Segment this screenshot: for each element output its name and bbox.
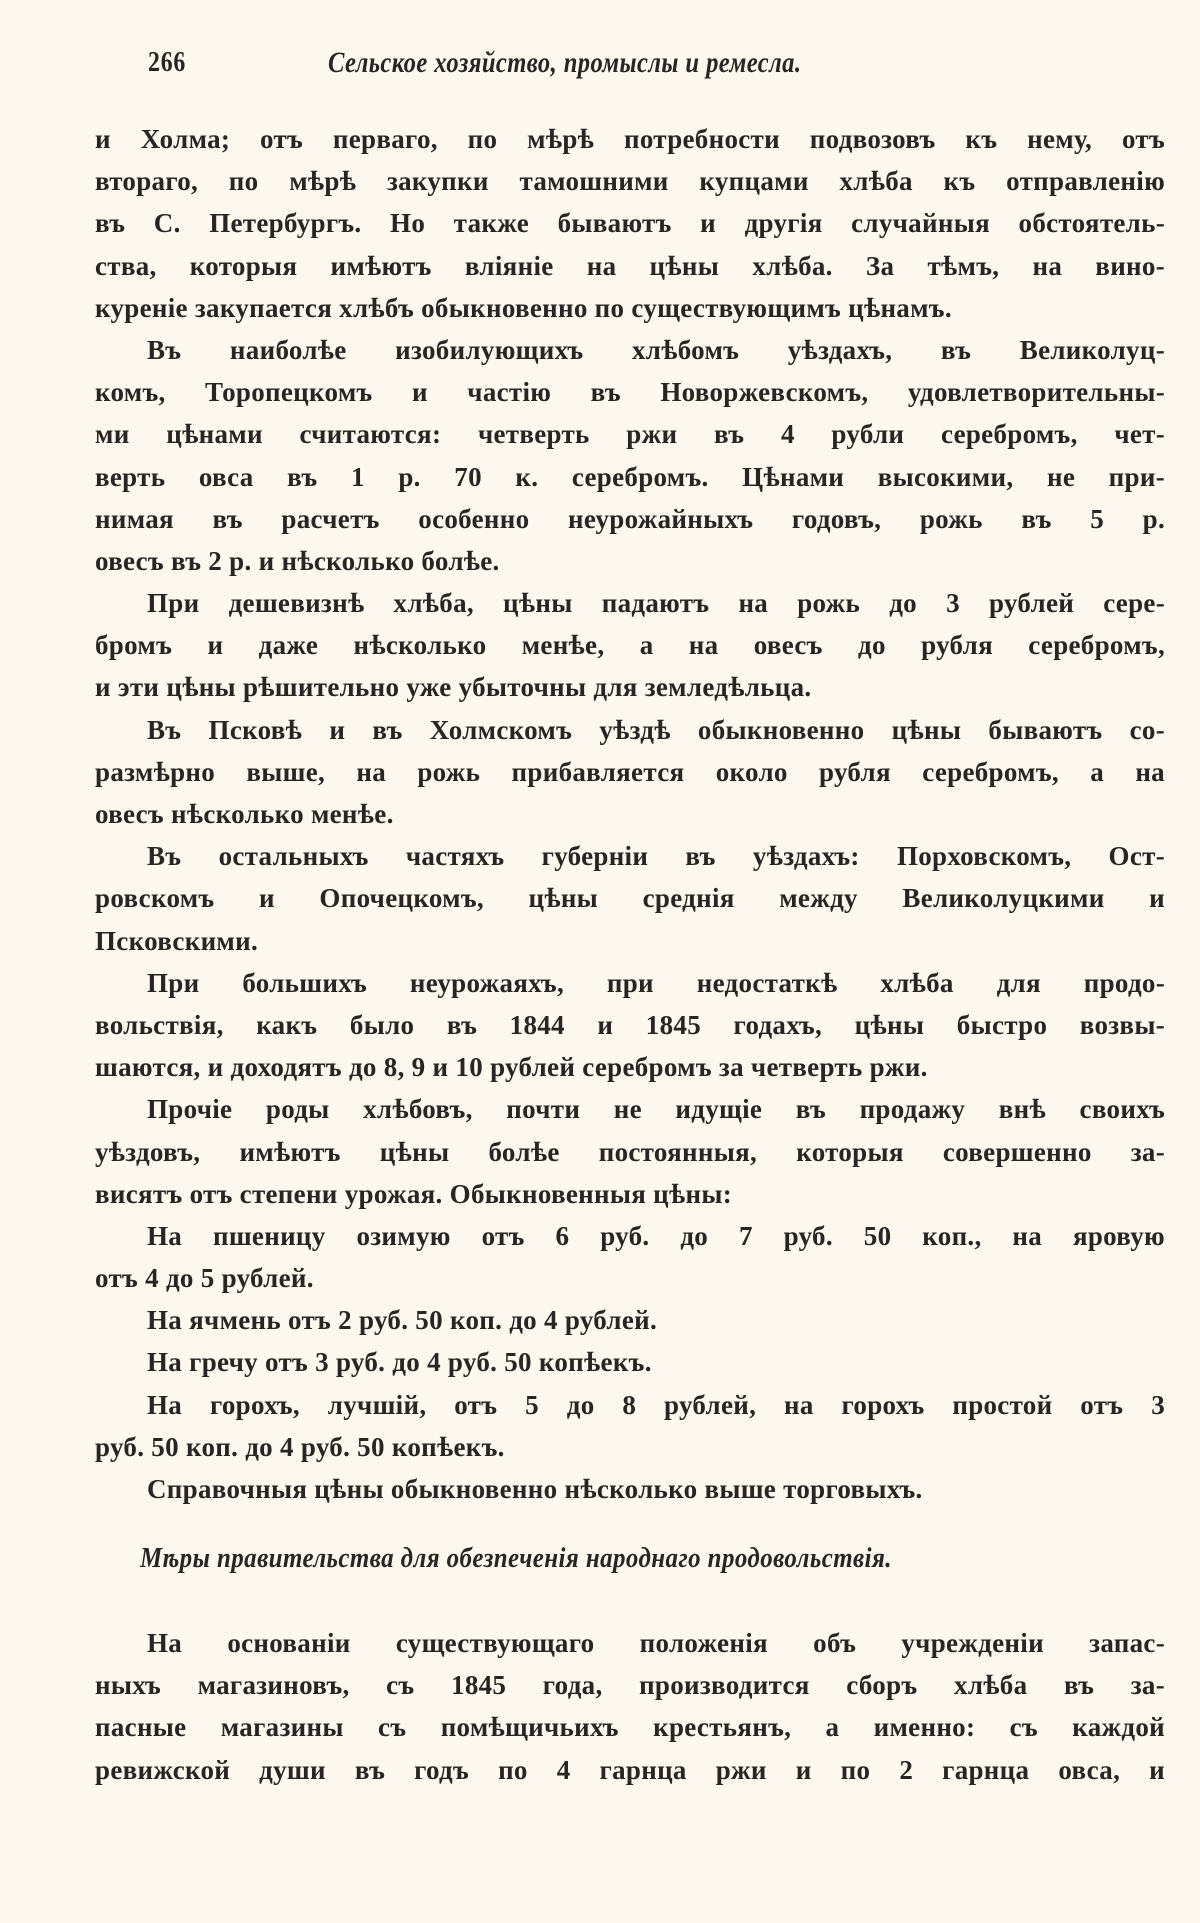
- text-line: пасные магазины съ помѣщичьихъ крестьянъ, а именно: съ каждой: [95, 1712, 1165, 1743]
- text-line: верть овса въ 1 р. 70 к. серебромъ. Цѣнами высокими, не при-: [95, 461, 1165, 492]
- paragraph-first-line: При дешевизнѣ хлѣба, цѣны падаютъ на рожь до 3 рублей сере-: [147, 588, 1165, 619]
- paragraph-first-line: Справочныя цѣны обыкновенно нѣсколько выше торговыхъ.: [147, 1474, 923, 1504]
- text-line: руб. 50 коп. до 4 руб. 50 копѣекъ.: [95, 1431, 505, 1462]
- text-line: ровскомъ и Опочецкомъ, цѣны среднія между Великолуцкими и: [95, 883, 1165, 914]
- text-line: куреніе закупается хлѣбъ обыкновенно по существующимъ цѣнамъ.: [95, 292, 952, 323]
- paragraph-first-line: Въ Псковѣ и въ Холмскомъ уѣздѣ обыкновенно цѣны бываютъ со-: [147, 714, 1165, 745]
- text-line: отъ 4 до 5 рублей.: [95, 1263, 314, 1294]
- text-line: висятъ отъ степени урожая. Обыкновенныя цѣны:: [95, 1178, 733, 1209]
- body-text-section-1: [95, 118, 1165, 1510]
- paragraph-first-line: На ячмень отъ 2 руб. 50 коп. до 4 рублей.: [147, 1305, 658, 1336]
- paragraph-first-line: На пшеницу озимую отъ 6 руб. до 7 руб. 50 коп., на яровую: [147, 1220, 1165, 1251]
- paragraph-first-line: Въ остальныхъ частяхъ губерніи въ уѣздахъ: Порховскомъ, Ост-: [147, 841, 1165, 872]
- paragraph-first-line: Въ наиболѣе изобилующихъ хлѣбомъ уѣздахъ, въ Великолуц-: [147, 334, 1165, 365]
- text-line: втораго, по мѣрѣ закупки тамошними купцами хлѣба къ отправленію: [95, 166, 1165, 197]
- text-line: ми цѣнами считаются: четверть ржи въ 4 рубли серебромъ, чет-: [95, 419, 1165, 450]
- section-heading: Мѣры правительства для обезпеченія народнаго продовольствія.: [140, 1542, 892, 1574]
- text-line: овесъ въ 2 р. и нѣсколько болѣе.: [95, 545, 500, 576]
- text-line: размѣрно выше, на рожь прибавляется около рубля серебромъ, а на: [95, 756, 1165, 787]
- paragraph-first-line: При большихъ неурожаяхъ, при недостаткѣ хлѣба для продо-: [147, 967, 1165, 998]
- running-head: [148, 46, 1148, 96]
- running-title: Сельское хозяйство, промыслы и ремесла.: [328, 46, 802, 79]
- paragraph-first-line: На горохъ, лучшій, отъ 5 до 8 рублей, на горохъ простой отъ 3: [147, 1389, 1165, 1420]
- text-line: нимая въ расчетъ особенно неурожайныхъ годовъ, рожь въ 5 р.: [95, 503, 1165, 534]
- body-text-section-2: [95, 1622, 1165, 1791]
- text-line: вольствія, какъ было въ 1844 и 1845 годахъ, цѣны быстро возвы-: [95, 1009, 1165, 1040]
- paragraph-first-line: Прочіе роды хлѣбовъ, почти не идущіе въ продажу внѣ своихъ: [147, 1094, 1165, 1125]
- text-line: въ С. Петербургъ. Но также бываютъ и другія случайныя обстоятель-: [95, 208, 1165, 239]
- text-line: уѣздовъ, имѣютъ цѣны болѣе постоянныя, которыя совершенно за-: [95, 1136, 1165, 1167]
- page-number: 266: [148, 46, 187, 78]
- paragraph-first-line: На гречу отъ 3 руб. до 4 руб. 50 копѣекъ.: [147, 1347, 652, 1378]
- text-line: ревижской души въ годъ по 4 гарнца ржи и по 2 гарнца овса, и: [95, 1754, 1165, 1785]
- text-line: ныхъ магазиновъ, съ 1845 года, производится сборъ хлѣба въ за-: [95, 1670, 1165, 1701]
- text-line: Псковскими.: [95, 925, 259, 956]
- paragraph-first-line: На основаніи существующаго положенія объ учрежденіи запас-: [147, 1628, 1165, 1658]
- text-line: шаются, и доходятъ до 8, 9 и 10 рублей серебромъ за четверть ржи.: [95, 1052, 928, 1083]
- text-line: овесъ нѣсколько менѣе.: [95, 799, 394, 829]
- text-line: бромъ и даже нѣсколько менѣе, а на овесъ до рубля серебромъ,: [95, 630, 1165, 661]
- text-line: комъ, Торопецкомъ и частію въ Новоржевскомъ, удовлетворительны-: [95, 377, 1165, 408]
- text-line: и эти цѣны рѣшительно уже убыточны для земледѣльца.: [95, 672, 812, 703]
- text-line: и Холма; отъ перваго, по мѣрѣ потребности подвозовъ къ нему, отъ: [95, 124, 1165, 154]
- text-line: ства, которыя имѣютъ вліяніе на цѣны хлѣба. За тѣмъ, на вино-: [95, 250, 1165, 281]
